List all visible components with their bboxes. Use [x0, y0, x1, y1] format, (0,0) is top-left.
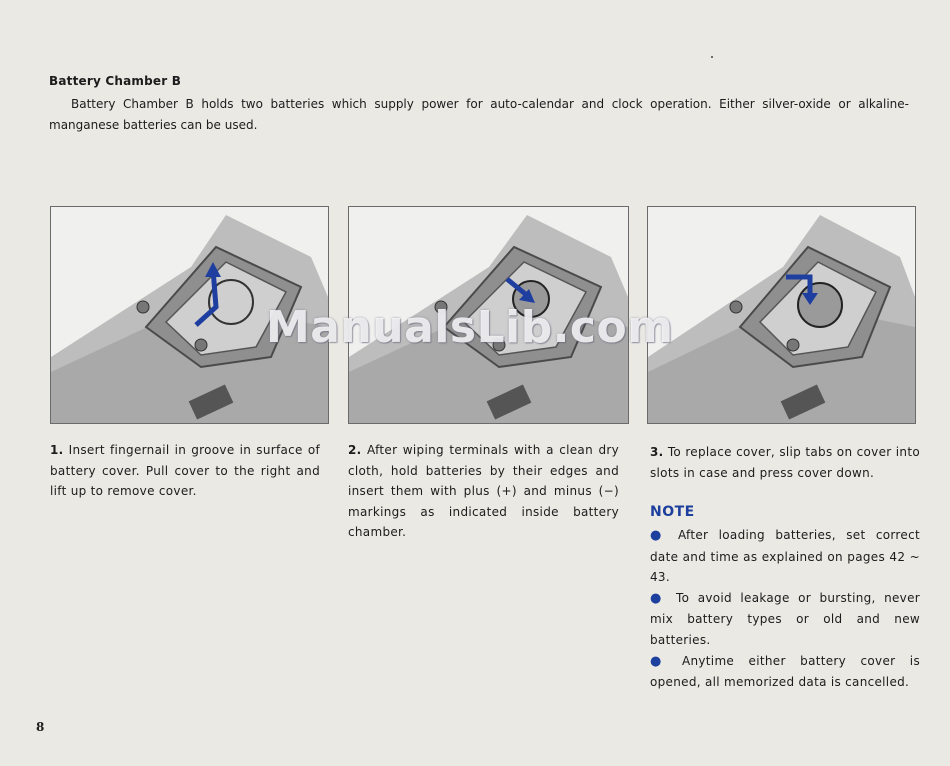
step-2-number: 2. — [348, 443, 362, 457]
figure-step-2 — [348, 206, 629, 424]
step-2-text — [348, 440, 619, 543]
figure-step-1 — [50, 206, 329, 424]
step-1-text — [50, 440, 320, 502]
dust-speck — [711, 56, 713, 58]
note-item-text: To avoid leakage or bursting, never mix battery types or old and new batteries. — [650, 590, 920, 647]
step-3-number: 3. — [650, 445, 664, 459]
watermark: ManualsLib.com — [266, 302, 674, 353]
step-1-body: Insert fingernail in groove in surface of battery cover. Pull cover to the right and lift up to remove cover. — [50, 443, 320, 499]
note-item — [650, 525, 920, 588]
intro-paragraph: Battery Chamber B holds two batteries which supply power for auto-calendar and clock operation. Either silver-oxide or alkaline-manganese batteries can be used. — [49, 97, 909, 132]
note-item — [650, 588, 920, 651]
battery-cover-removal-illustration — [51, 207, 328, 423]
note-item-text: Anytime either battery cover is opened, all memorized data is cancelled. — [650, 653, 920, 690]
figure-step-3 — [647, 206, 916, 424]
page-number: 8 — [36, 720, 45, 734]
step-2-body: After wiping terminals with a clean dry cloth, hold batteries by their edges and insert them with plus (+) and minus (−) markings as indicated inside battery chamber. — [348, 443, 619, 540]
note-list — [650, 525, 920, 693]
section-heading: Battery Chamber B — [49, 74, 182, 88]
step-3-text — [650, 442, 920, 483]
note-item-text: After loading batteries, set correct date and time as explained on pages 42 ~ 43. — [650, 528, 920, 585]
battery-insertion-illustration — [349, 207, 628, 423]
note-title: NOTE — [650, 504, 695, 520]
note-item — [650, 651, 920, 693]
bullet-icon: ● — [650, 590, 666, 606]
step-1-number: 1. — [50, 443, 64, 457]
bullet-icon: ● — [650, 528, 668, 543]
battery-cover-replace-illustration — [648, 207, 915, 423]
step-3-body: To replace cover, slip tabs on cover into slots in case and press cover down. — [650, 445, 920, 480]
bullet-icon: ● — [650, 653, 672, 669]
